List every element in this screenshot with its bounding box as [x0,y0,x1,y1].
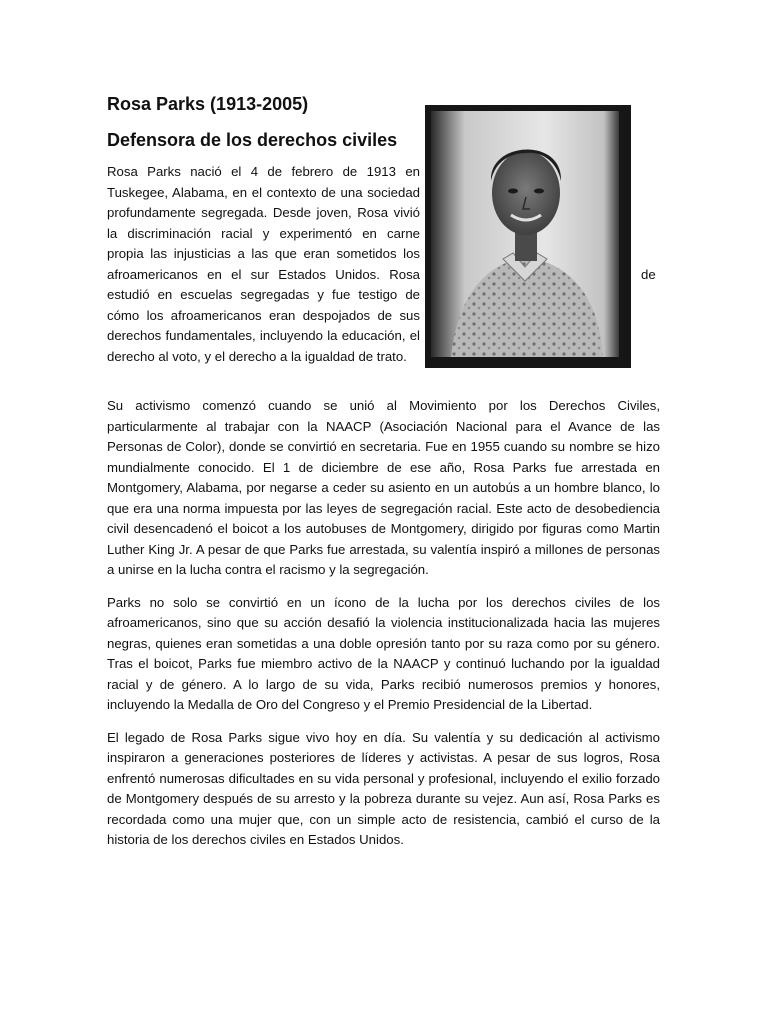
document-page [107,90,660,851]
portrait-photo-frame [425,105,631,368]
intro-section [107,162,660,384]
intro-paragraph: Rosa Parks nació el 4 de febrero de 1913 en Tuskegee, Alabama, en el contexto de una sociedad profundamente segregada. Desde joven, Rosa vivió la discriminación racial y experimentó en carne propia las injusticias a las que eran sometidos los afroamericanos en el sur Estados Unidos. Rosa estudió en escuelas segregadas y fue testigo de cómo los afroamericanos eran despojados de sus derechos fundamentales, incluyendo la educación, el derecho al voto, y el derecho a la igualdad de trato. [107,164,420,364]
portrait-photo-icon [431,111,619,357]
intro-stray-word: de [641,266,656,282]
body-paragraph: Su activismo comenzó cuando se unió al Movimiento por los Derechos Civiles, particularmente al trabajar con la NAACP (Asociación Nacional para el Avance de las Personas de Color), donde se convirtió en secretaria. Fue en 1955 cuando su nombre se hizo mundialmente conocido. El 1 de diciembre de ese año, Rosa Parks fue arrestada en Montgomery, Alabama, por negarse a ceder su asiento en un autobús a un hombre blanco, lo que era una norma impuesta por las leyes de segregación racial. Este acto de desobediencia civil desencadenó el boicot a los autobuses de Montgomery, dirigido por figuras como Martin Luther King Jr. A pesar de que Parks fue arrestada, su valentía inspiró a millones de personas a unirse en la lucha contra el racismo y la segregación. [107,398,660,577]
body-paragraph: El legado de Rosa Parks sigue vivo hoy en día. Su valentía y su dedicación al activismo inspiraron a generaciones posteriores de líderes y activistas. A pesar de sus logros, Rosa enfrentó numerosas dificultades en su vida personal y profesional, incluyendo el exilio forzado de Montgomery después de su arresto y la pobreza durante su vejez. Aun así, Rosa Parks es recordada como una mujer que, con un simple acto de resistencia, cambió el curso de la historia de los derechos civiles en Estados Unidos. [107,729,660,847]
document-title: Rosa Parks (1913-2005) [107,94,309,114]
document-subtitle: Defensora de los derechos civiles [107,130,398,150]
body-paragraph: Parks no solo se convirtió en un ícono de la lucha por los derechos civiles de los afroamericanos, sino que su acción desafió la violencia institucionalizada hacia las mujeres negras, quienes eran sometidas a una doble opresión tanto por su raza como por su género. Tras el boicot, Parks fue miembro activo de la NAACP y continuó luchando por la igualdad racial y de género. A lo largo de su vida, Parks recibió numerosos premios y honores, incluyendo la Medalla de Oro del Congreso y el Premio Presidencial de la Libertad. [107,594,660,712]
